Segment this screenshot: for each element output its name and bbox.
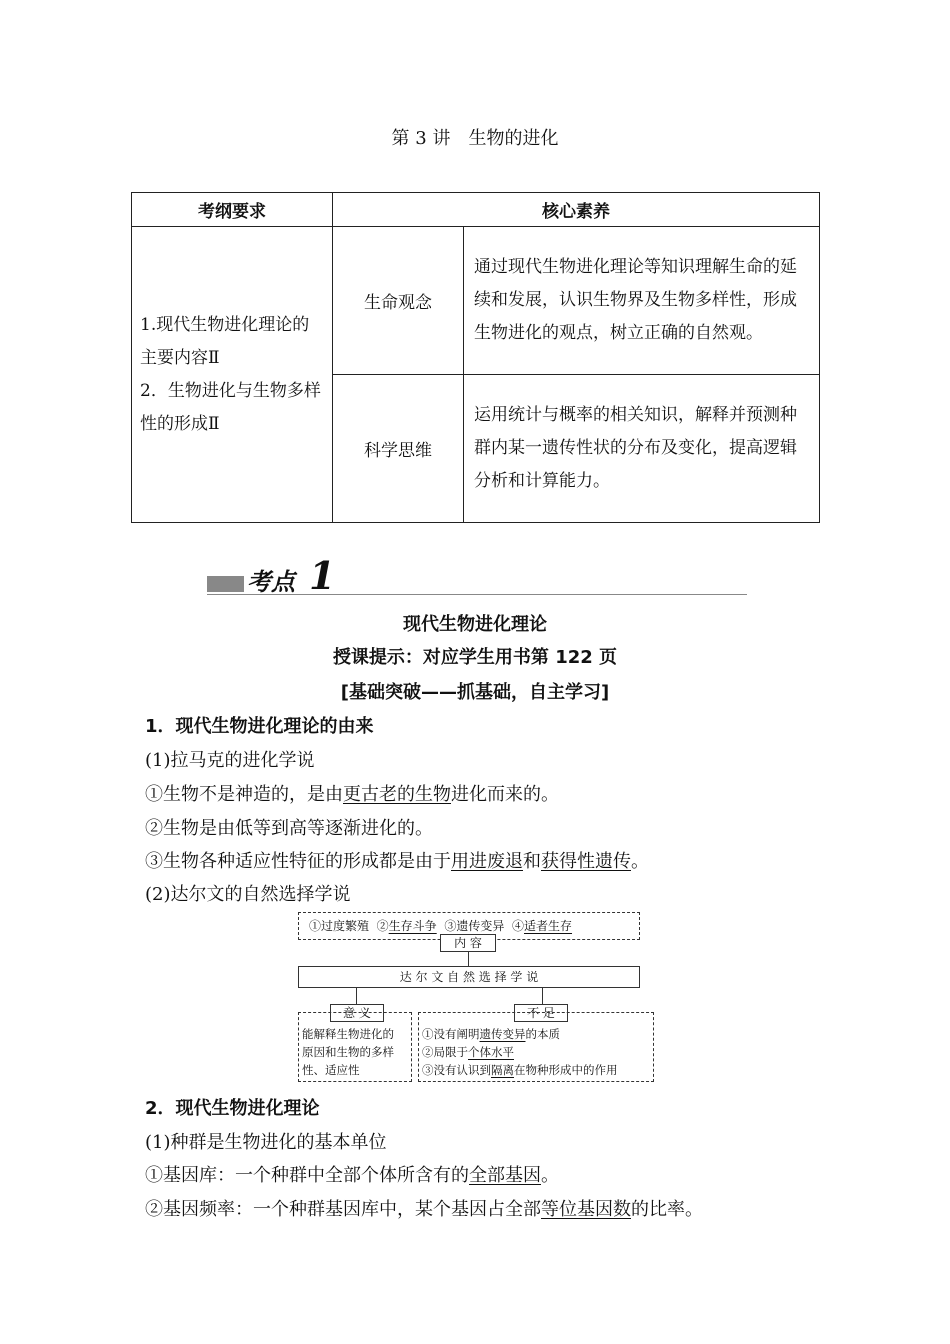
section-heading: 1．现代生物进化理论的由来 xyxy=(145,716,374,737)
page-title: 第 3 讲 生物的进化 xyxy=(391,128,559,149)
meaning-label: 意 义 xyxy=(330,1004,384,1022)
kaodian-label: 考点 xyxy=(247,568,295,596)
shortcoming-box: ①没有阐明遗传变异的本质 ②局限于个体水平 ③没有认识到隔离在物种形成中的作用 xyxy=(418,1012,654,1082)
header-left: 考纲要求 xyxy=(132,193,333,227)
paragraph: (2)达尔文的自然选择学说 xyxy=(145,884,351,905)
subheading: [基础突破——抓基础，自主学习] xyxy=(340,682,610,703)
shortcoming-label: 不 足 xyxy=(514,1004,568,1022)
competency-text: 运用统计与概率的相关知识，解释并预测种群内某一遗传性状的分布及变化，提高逻辑分析和计算能力。 xyxy=(464,375,820,523)
darwin-theory-box: 达 尔 文 自 然 选 择 学 说 xyxy=(298,966,640,988)
answer-underline: 用进废退 xyxy=(451,851,523,872)
answer-underline: 全部基因 xyxy=(469,1165,541,1186)
content-label: 内 容 xyxy=(440,934,496,952)
competency-label: 科学思维 xyxy=(333,375,464,523)
content-box: ①过度繁殖 ②生存斗争 ③遗传变异 ④适者生存 xyxy=(298,912,640,940)
paragraph: (1)种群是生物进化的基本单位 xyxy=(145,1132,387,1153)
kaodian-number: 1 xyxy=(309,553,336,598)
competency-text: 通过现代生物进化理论等知识理解生命的延续和发展，认识生物界及生物多样性，形成生物进化的观点，树立正确的自然观。 xyxy=(464,227,820,375)
paragraph: ②基因频率：一个种群基因库中，某个基因占全部等位基因数的比率。 xyxy=(145,1199,703,1220)
arrow xyxy=(356,988,357,1004)
paragraph: (1)拉马克的进化学说 xyxy=(145,750,315,771)
requirements-table xyxy=(131,192,820,523)
arrow xyxy=(542,988,543,1004)
meaning-box: 能解释生物进化的 原因和生物的多样 性、适应性 xyxy=(298,1012,412,1082)
header-right: 核心素养 xyxy=(333,193,820,227)
syllabus-line-1: 1.现代生物进化理论的主要内容Ⅱ xyxy=(140,314,310,368)
kaodian-bar xyxy=(207,576,244,592)
darwin-diagram xyxy=(296,910,656,1086)
answer-underline: 更古老的生物 xyxy=(343,784,451,805)
answer-underline: 获得性遗传 xyxy=(541,851,631,872)
section-heading: 2．现代生物进化理论 xyxy=(145,1098,320,1119)
paragraph: ①基因库：一个种群中全部个体所含有的全部基因。 xyxy=(145,1165,559,1186)
syllabus-cell xyxy=(132,227,333,523)
competency-label: 生命观念 xyxy=(333,227,464,375)
section-title: 现代生物进化理论 xyxy=(403,614,547,635)
paragraph: ①生物不是神造的，是由更古老的生物进化而来的。 xyxy=(145,784,559,805)
syllabus-line-2: 2．生物进化与生物多样性的形成Ⅱ xyxy=(140,380,321,434)
paragraph: ③生物各种适应性特征的形成都是由于用进废退和获得性遗传。 xyxy=(145,851,649,872)
arrow xyxy=(468,952,469,966)
answer-underline: 等位基因数 xyxy=(541,1199,631,1220)
kaodian-rule xyxy=(207,594,747,595)
lesson-hint: 授课提示：对应学生用书第 122 页 xyxy=(332,647,618,668)
paragraph: ②生物是由低等到高等逐渐进化的。 xyxy=(145,818,433,839)
